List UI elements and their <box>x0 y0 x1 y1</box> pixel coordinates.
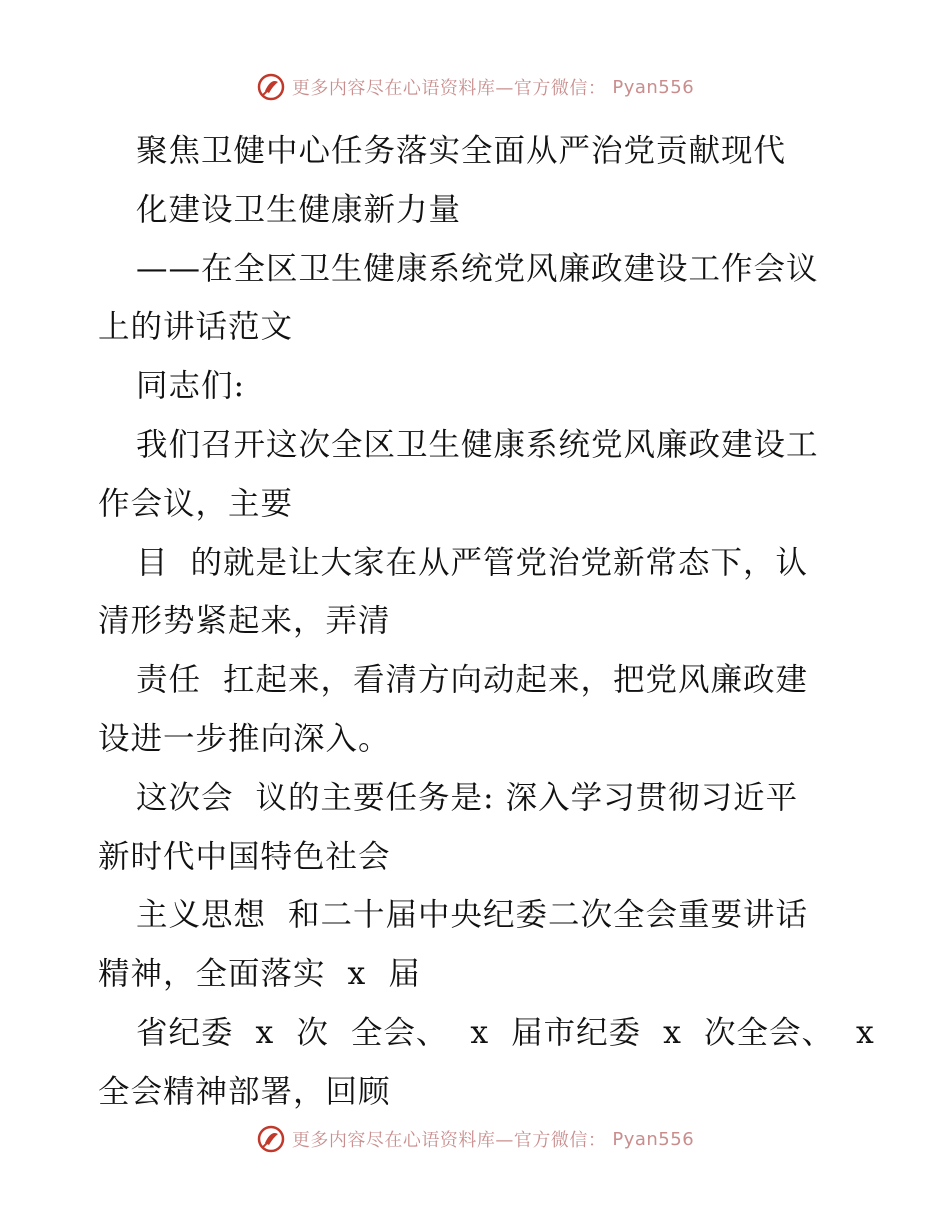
text-line: 我们召开这次全区卫生健康系统党风廉政建设工 <box>136 426 819 463</box>
watermark-header <box>0 72 950 102</box>
text-line: 主义思想 和二十届中央纪委二次全会重要讲话 <box>136 897 809 934</box>
text-line: 责任 扛起来，看清方向动起来，把党风廉政建 <box>136 662 809 699</box>
text-line: 设进一步推向深入。 <box>98 720 391 757</box>
text-line: 全会精神部署，回顾 <box>98 1073 391 1110</box>
text-line: 上的讲话范文 <box>98 309 294 346</box>
text-line: 同志们: <box>136 368 246 405</box>
text-line: 化建设卫生健康新力量 <box>136 191 462 228</box>
text-line: 聚焦卫健中心任务落实全面从严治党贡献现代 <box>136 133 787 169</box>
watermark-text: 更多内容尽在心语资料库—官方微信： <box>291 1130 607 1151</box>
text-line: 目 的就是让大家在从严管党治党新常态下，认 <box>136 544 809 581</box>
watermark-text: 更多内容尽在心语资料库—官方微信： <box>291 78 607 99</box>
watermark-account: Pyan556 <box>612 76 695 98</box>
watermark-logo-icon <box>256 1124 286 1154</box>
text-line: 省纪委 x 次 全会、 x 届市纪委 x 次全会、 x <box>136 1014 875 1051</box>
text-line: 新时代中国特色社会 <box>98 838 391 875</box>
watermark-account: Pyan556 <box>612 1128 695 1150</box>
watermark-logo-icon <box>256 72 286 102</box>
text-line: 作会议，主要 <box>98 485 294 522</box>
text-line: 这次会 议的主要任务是: 深入学习贯彻习近平 <box>136 779 799 816</box>
text-line: 精神，全面落实 x 届 <box>98 956 421 993</box>
text-line: ——在全区卫生健康系统党风廉政建设工作会议 <box>136 250 819 287</box>
watermark-footer <box>0 1124 950 1154</box>
text-line: 清形势紧起来，弄清 <box>98 603 391 640</box>
document-body <box>98 122 875 1122</box>
